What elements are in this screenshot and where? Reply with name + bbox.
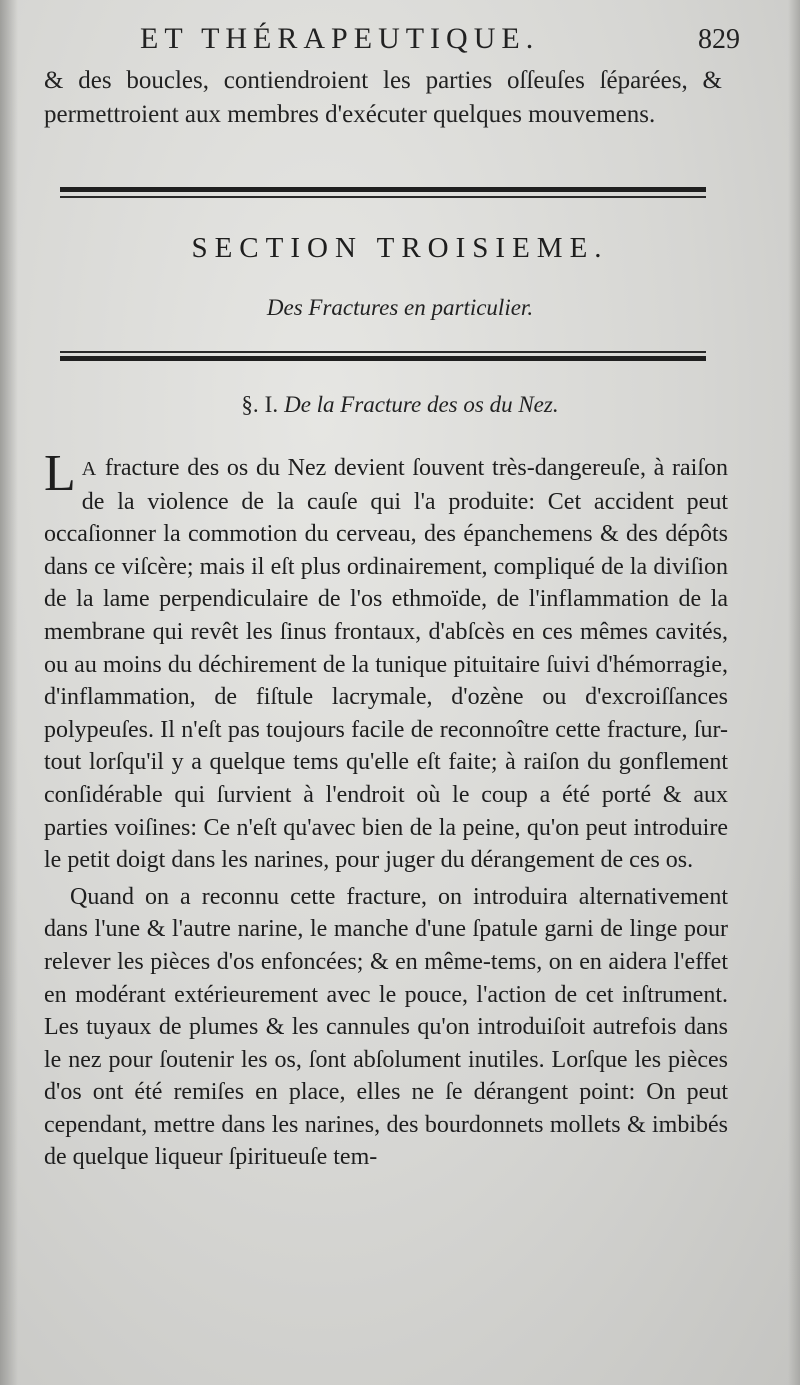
section-subheading: Des Fractures en particulier. <box>266 295 534 320</box>
paragraph-1 <box>44 445 728 877</box>
divider-thick-top <box>60 187 706 192</box>
paragraph-1-text: fracture des os du Nez devient ſouvent très-dangereuſe, à raiſon de la violence de la cauſe qui l'a produite: Cet accident peut occaſionner la commotion du cerveau, des épanchemens & des dépôts dans ce viſcère; mais il eſt plus ordinairement, compliqué de la diviſion de la lame perpendiculaire de l'os ethmoïde, de l'inflammation de la membrane qui revêt les ſinus frontaux, d'abſcès en ces mêmes cavités, ou au moins du déchirement de la tunique pituitaire ſuivi d'hémorragie, d'inflammation, de fiſtule lacrymale, d'ozène ou d'excroiſſances polypeuſes. Il n'eſt pas toujours facile de reconnoître cette fracture, ſur-tout lorſqu'il y a quelque tems qu'elle eſt faite; à raiſon du gonflement conſidérable qui ſurvient à l'endroit où le coup a été porté & aux parties voiſines: Ce n'eſt qu'avec bien de la peine, qu'on peut introduire le petit doigt dans les narines, pour juger du dérangement de ces os. <box>44 455 728 874</box>
page-shadow-right <box>788 0 800 1385</box>
page-number: 829 <box>698 24 740 55</box>
drop-cap: L <box>44 445 76 502</box>
running-head <box>40 22 740 62</box>
running-title: ET THÉRAPEUTIQUE. <box>140 22 540 55</box>
article-heading <box>40 392 760 418</box>
article-title: De la Fracture des os du Nez. <box>284 392 559 417</box>
page-shadow-left <box>0 0 18 1385</box>
paragraph-2: Quand on a reconnu cette fracture, on introduira alternativement dans l'une & l'autre narine, le manche d'une ſpatule garni de linge pour relever les pièces d'os enfoncées; & en même-tems, on en aidera l'effet en modérant extérieurement avec le pouce, l'action de cet inſtrument. Les tuyaux de plumes & les cannules qu'on introduiſoit autrefois dans le nez pour ſoutenir les os, ſont abſolument inutiles. Lorſque les pièces d'os ont été remiſes en place, elles ne ſe dérangent point: On peut cependant, mettre dans les narines, des bourdonnets mollets & imbibés de quelque liqueur ſpiritueuſe tem- <box>44 883 728 1171</box>
divider-thin-top <box>60 196 706 198</box>
section-heading: SECTION TROISIEME. <box>191 232 609 264</box>
body-text <box>44 445 728 1174</box>
divider-thin-bottom <box>60 351 706 353</box>
drop-cap-word-rest: A <box>81 458 98 480</box>
previous-section-continuation <box>44 64 722 132</box>
section-symbol: §. <box>241 392 259 417</box>
divider-thick-bottom <box>60 356 706 361</box>
continuation-text: & des boucles, contiendroient les parties oſſeuſes ſéparées, & permettroient aux membres d'exécuter quelques mouvemens. <box>44 67 722 128</box>
article-number: I. <box>264 392 279 417</box>
